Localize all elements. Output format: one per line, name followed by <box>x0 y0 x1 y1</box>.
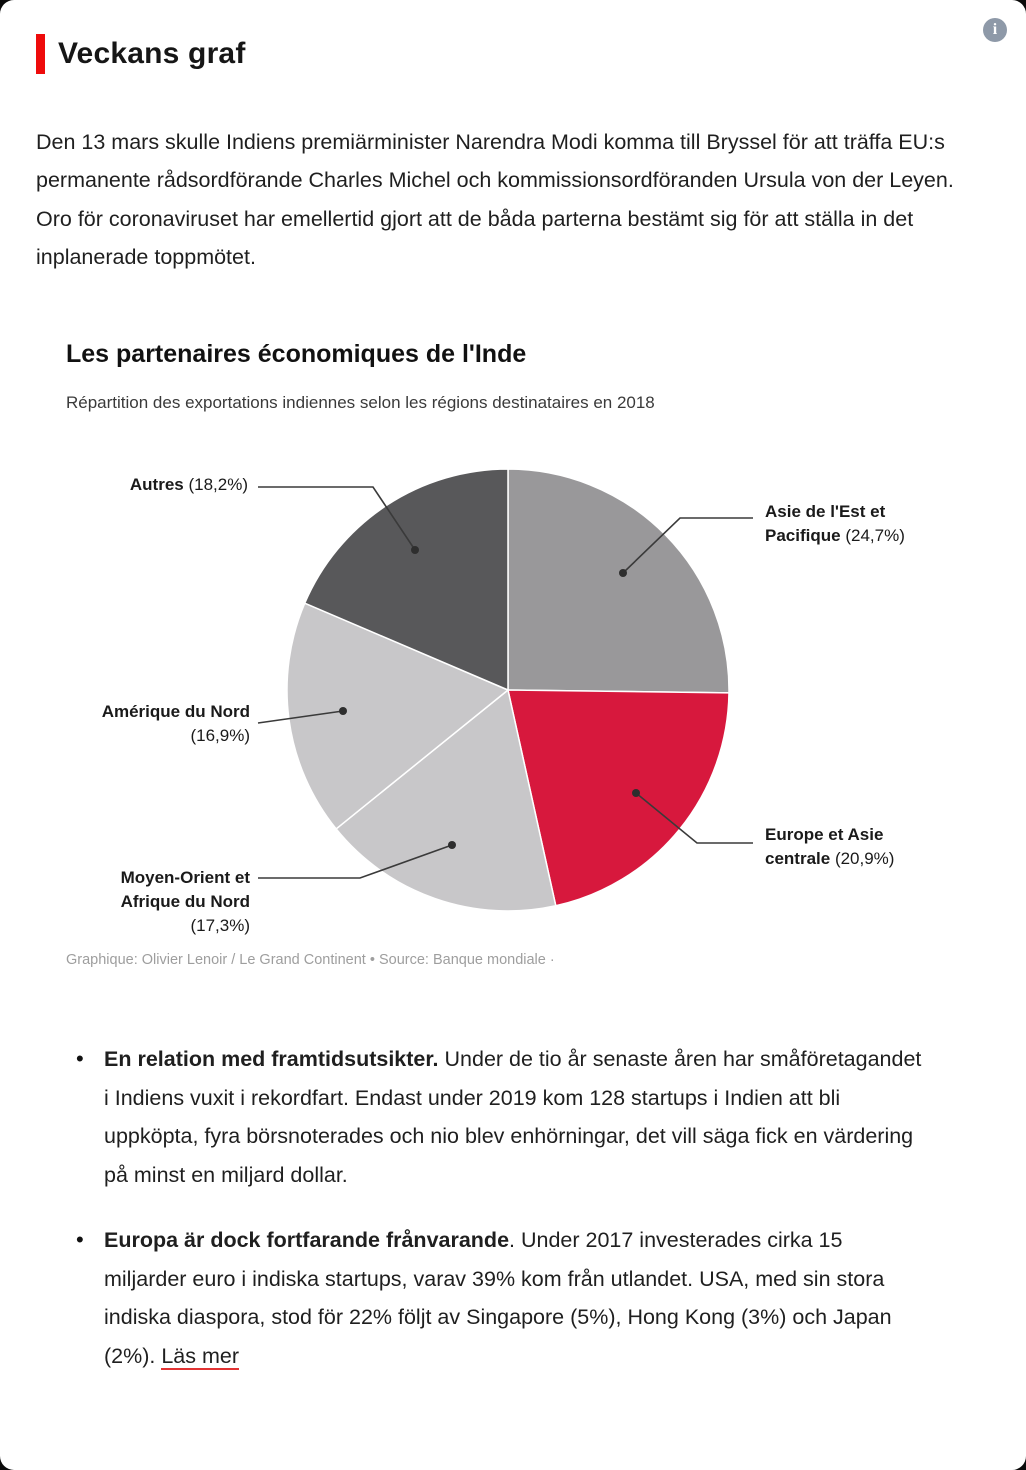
leader-dot-moyen <box>448 841 456 849</box>
chart-attribution: Graphique: Olivier Lenoir / Le Grand Continent • Source: Banque mondiale · <box>66 952 555 968</box>
bullet-2-text: . Under 2017 investerades cirka 15 miljarder euro i indiska startups, varav 39% kom från utlandet. USA, med sin stora indiska diaspora, stod för 22% följt av Singapore (5%), Hong Kong (3%) och Japan (2%). <box>104 1228 892 1368</box>
pie-label-autres <box>130 473 248 497</box>
pie-label-autres-pct: (18,2%) <box>188 475 248 494</box>
info-icon[interactable]: i <box>983 18 1007 42</box>
read-more-link[interactable]: Läs mer <box>161 1343 240 1368</box>
bullet-item-2 <box>66 1221 926 1375</box>
bullet-item-1 <box>66 1040 926 1194</box>
bullet-1-lead: En relation med framtidsutsikter. <box>104 1047 439 1071</box>
leader-dot-asie <box>619 569 627 577</box>
intro-paragraph: Den 13 mars skulle Indiens premiärminister Narendra Modi komma till Bryssel för att träffa EU:s permanente rådsordförande Charles Michel och kommissionsordföranden Ursula von der Leyen. Oro för coronaviruset har emellertid gjort att de båda parterna bestämt sig för att ställa in det inplanerade toppmötet. <box>36 129 954 269</box>
pie-chart <box>0 455 1026 960</box>
page-title: Veckans graf <box>58 37 246 70</box>
pie-slice-0 <box>508 469 729 693</box>
pie-label-asie <box>765 500 935 548</box>
pie-label-europe <box>765 823 925 871</box>
leader-dot-autres <box>411 546 419 554</box>
section-header <box>36 34 246 74</box>
pie-label-europe-pct: (20,9%) <box>834 849 895 868</box>
pie-label-europe-name: Europe et Asie centrale <box>765 825 884 868</box>
chart-subtitle: Répartition des exportations indiennes selon les régions destinataires en 2018 <box>66 393 655 412</box>
pie-label-asie-name: Asie de l'Est et Pacifique <box>765 502 886 545</box>
red-accent-bar <box>36 34 45 74</box>
chart-title: Les partenaires économiques de l'Inde <box>66 340 527 368</box>
bullet-1-text: Under de tio år senaste åren har småföretagandet i Indiens vuxit i rekordfart. Endast under 2019 kom 128 startups i Indien att bli uppköpta, fyra börsnoterades och nio blev enhörningar, det vill säga fick en värdering på minst en miljard dollar. <box>104 1047 922 1187</box>
pie-label-amerique-pct: (16,9%) <box>190 726 250 745</box>
bullet-2-lead: Europa är dock fortfarande frånvarande <box>104 1228 510 1252</box>
pie-label-moyen <box>100 866 250 938</box>
pie-label-moyen-pct: (17,3%) <box>190 916 250 935</box>
pie-label-moyen-name: Moyen-Orient et Afrique du Nord <box>120 868 250 911</box>
bullet-list <box>66 1040 926 1375</box>
pie-label-asie-pct: (24,7%) <box>845 526 905 545</box>
leader-dot-europe <box>632 789 640 797</box>
leader-dot-amerique <box>339 707 347 715</box>
pie-label-amerique <box>72 700 250 748</box>
pie-label-amerique-name: Amérique du Nord <box>101 702 250 721</box>
pie-label-autres-name: Autres <box>129 475 184 494</box>
